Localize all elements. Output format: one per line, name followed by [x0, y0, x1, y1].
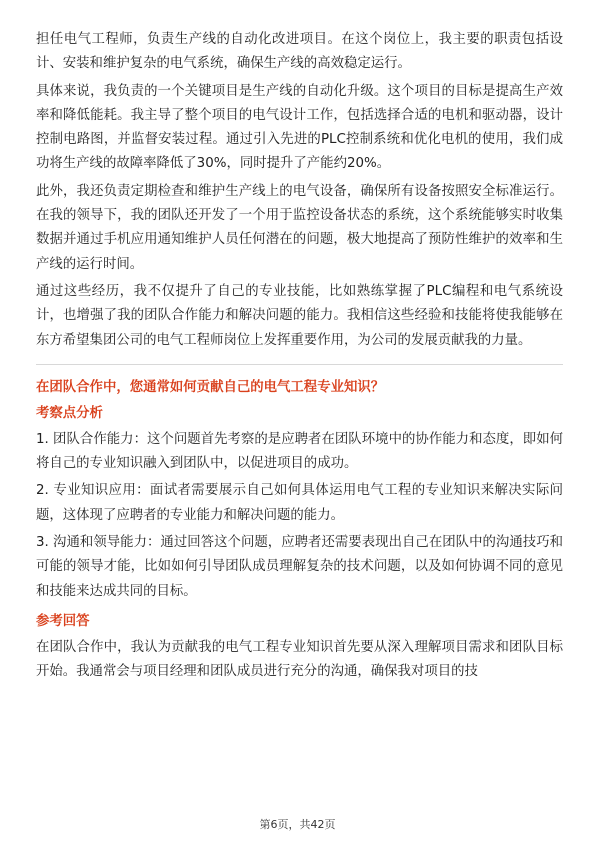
analysis-heading: 考察点分析: [36, 405, 103, 421]
body-paragraph: 此外，我还负责定期检查和维护生产线上的电气设备，确保所有设备按照安全标准运行。在我的领导下，我的团队还开发了一个用于监控设备状态的系统，这个系统能够实时收集数据并通过手机应用通知维护人员任何潜在的问题，极大地提高了预防性维护的效率和生产线的运行时间。: [36, 183, 563, 272]
question-heading: 在团队合作中，您通常如何贡献自己的电气工程专业知识？: [36, 379, 385, 395]
section-divider: [36, 364, 563, 365]
body-paragraph: 具体来说，我负责的一个关键项目是生产线的自动化升级。这个项目的目标是提高生产效率和降低能耗。我主导了整个项目的电气设计工作，包括选择合适的电机和驱动器，设计控制电路图，并监督安装过程。通过引入先进的PLC控制系统和优化电机的使用，我们成功将生产线的故障率降低了30%，同时提升了产能约20%。: [36, 83, 563, 172]
reference-heading: 参考回答: [36, 613, 90, 629]
body-paragraph: 担任电气工程师，负责生产线的自动化改进项目。在这个岗位上，我主要的职责包括设计、安装和维护复杂的电气系统，确保生产线的高效稳定运行。: [36, 32, 563, 72]
analysis-point: 1. 团队合作能力：这个问题首先考察的是应聘者在团队环境中的协作能力和态度，即如何将自己的专业知识融入到团队中，以促进项目的成功。: [36, 431, 563, 472]
reference-answer-text: 在团队合作中，我认为贡献我的电气工程专业知识首先要从深入理解项目需求和团队目标开始。我通常会与项目经理和团队成员进行充分的沟通，确保我对项目的技: [36, 639, 563, 680]
document-page: [36, 28, 563, 688]
analysis-point: 3. 沟通和领导能力：通过回答这个问题，应聘者还需要表现出自己在团队中的沟通技巧和可能的领导才能，比如如何引导团队成员理解复杂的技术问题，以及如何协调不同的意见和技能来达成共同的目标。: [36, 535, 563, 599]
analysis-point: 2. 专业知识应用：面试者需要展示自己如何具体运用电气工程的专业知识来解决实际问题，这体现了应聘者的专业能力和解决问题的能力。: [36, 483, 563, 523]
page-number: 第6页，共42页: [259, 818, 336, 831]
body-paragraph: 通过这些经历，我不仅提升了自己的专业技能，比如熟练掌握了PLC编程和电气系统设计，也增强了我的团队合作能力和解决问题的能力。我相信这些经验和技能将使我能够在东方希望集团公司的电气工程师岗位上发挥重要作用，为公司的发展贡献我的力量。: [36, 283, 563, 348]
